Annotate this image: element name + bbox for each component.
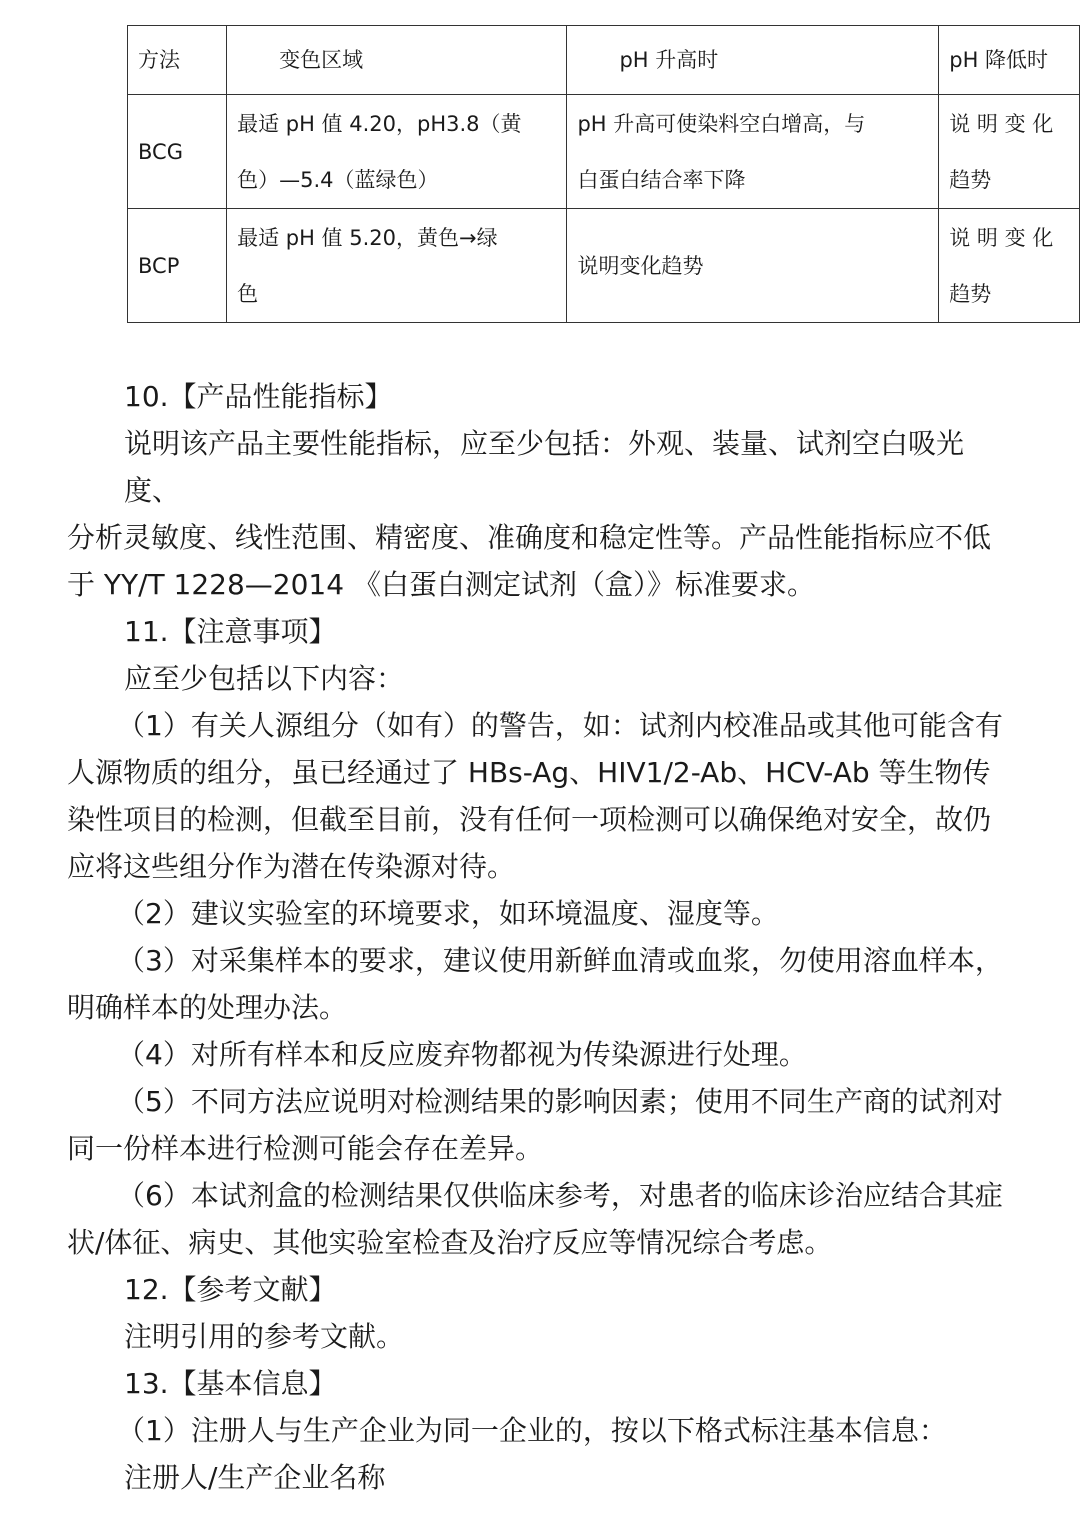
paragraph-line: 染性项目的检测，但截至目前，没有任何一项检测可以确保绝对安全，故仍 (67, 803, 992, 836)
paragraph-line: （1）有关人源组分（如有）的警告，如：试剂内校准品或其他可能含有 (117, 709, 1003, 742)
table-row (128, 95, 1080, 209)
cell-ph-fall (939, 209, 1080, 323)
header-ph-rise: pH 升高时 (567, 26, 939, 95)
cell-text-line: 白蛋白结合率下降 (577, 167, 746, 192)
cell-text-line: 趋势 (949, 281, 992, 306)
paragraph-line: 注册人/生产企业名称 (124, 1461, 386, 1494)
table-header-row (128, 26, 1080, 95)
paragraph-line: （4）对所有样本和反应废弃物都视为传染源进行处理。 (117, 1038, 807, 1071)
cell-text-line: 色）—5.4（蓝绿色） (237, 167, 439, 192)
paragraph-line: 人源物质的组分，虽已经通过了 HBs-Ag、HIV1/2-Ab、HCV-Ab 等生物传 (67, 756, 991, 789)
paragraph-line: 于 YY/T 1228—2014 《白蛋白测定试剂（盒）》标准要求。 (67, 568, 815, 601)
cell-text-line: pH 升高可使染料空白增高，与 (577, 111, 866, 136)
cell-method: BCG (128, 95, 227, 209)
cell-text-line: 说 明 变 化 (949, 225, 1054, 250)
cell-text-line: 最适 pH 值 4.20，pH3.8（黄 (237, 111, 522, 136)
cell-color-range (227, 95, 567, 209)
paragraph-line: 应将这些组分作为潜在传染源对待。 (67, 850, 516, 883)
cell-ph-rise (567, 95, 939, 209)
cell-ph-fall (939, 95, 1080, 209)
section-title: 12.【参考文献】 (124, 1273, 337, 1306)
paragraph-line: 说明该产品主要性能指标，应至少包括：外观、装量、试剂空白吸光度、 (124, 427, 965, 507)
header-method: 方法 (128, 26, 227, 95)
paragraph-line: （1）注册人与生产企业为同一企业的，按以下格式标注基本信息： (117, 1414, 947, 1447)
paragraph-line: （3）对采集样本的要求，建议使用新鲜血清或血浆，勿使用溶血样本， (117, 944, 1003, 977)
cell-text-line: 说 明 变 化 (949, 111, 1054, 136)
paragraph-line: 明确样本的处理办法。 (67, 991, 348, 1024)
paragraph-line: 分析灵敏度、线性范围、精密度、准确度和稳定性等。产品性能指标应不低 (67, 521, 992, 554)
paragraph-line: 同一份样本进行检测可能会存在差异。 (67, 1132, 544, 1165)
document-body (67, 373, 1017, 1501)
cell-method: BCP (128, 209, 227, 323)
section-title: 10.【产品性能指标】 (124, 380, 393, 413)
header-color-range: 变色区域 (227, 26, 567, 95)
method-table (127, 25, 1080, 323)
cell-ph-rise: 说明变化趋势 (567, 209, 939, 323)
cell-color-range (227, 209, 567, 323)
table-row (128, 209, 1080, 323)
section-title: 13.【基本信息】 (124, 1367, 337, 1400)
paragraph-line: （6）本试剂盒的检测结果仅供临床参考，对患者的临床诊治应结合其症 (117, 1179, 1003, 1212)
cell-text-line: 趋势 (949, 167, 992, 192)
paragraph-line: 注明引用的参考文献。 (124, 1320, 405, 1353)
paragraph-line: 应至少包括以下内容： (124, 662, 405, 695)
paragraph-line: （2）建议实验室的环境要求，如环境温度、湿度等。 (117, 897, 779, 930)
cell-text-line: 色 (237, 281, 259, 306)
header-ph-fall: pH 降低时 (939, 26, 1080, 95)
paragraph-line: 状/体征、病史、其他实验室检查及治疗反应等情况综合考虑。 (67, 1226, 833, 1259)
cell-text-line: 最适 pH 值 5.20，黄色→绿 (237, 225, 498, 250)
paragraph-line: （5）不同方法应说明对检测结果的影响因素；使用不同生产商的试剂对 (117, 1085, 1003, 1118)
section-title: 11.【注意事项】 (124, 615, 337, 648)
